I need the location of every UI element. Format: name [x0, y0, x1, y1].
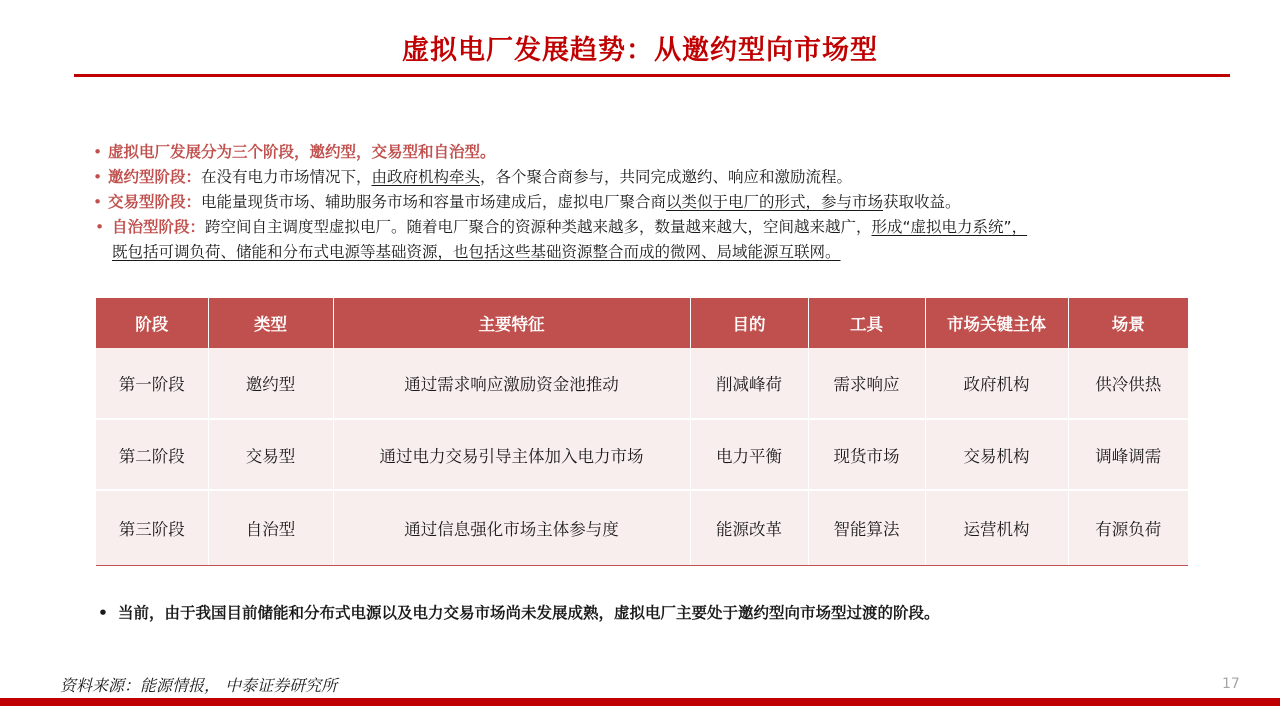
trading-stage-label: 交易型阶段：	[108, 193, 202, 211]
table-row	[96, 419, 1188, 490]
header-scenario: 场景	[1068, 298, 1188, 348]
table-cell: 供冷供热	[1068, 348, 1188, 419]
title-divider	[74, 74, 1230, 77]
table-cell: 需求响应	[808, 348, 925, 419]
header-features: 主要特征	[333, 298, 690, 348]
bullet-dot-icon: •	[93, 143, 103, 161]
table-cell: 政府机构	[925, 348, 1068, 419]
table-cell: 现货市场	[808, 419, 925, 490]
table-cell: 第一阶段	[96, 348, 208, 419]
bullet-dot-icon: •	[95, 218, 105, 236]
autonomous-stage-underlined: 形成“虚拟电力系统”，	[871, 218, 1028, 236]
bullet-dot-icon: •	[93, 193, 103, 211]
table-cell: 通过电力交易引导主体加入电力市场	[333, 419, 690, 490]
invitation-stage-label: 邀约型阶段：	[108, 168, 202, 186]
source-citation: 资料来源：能源情报， 中泰证券研究所	[60, 676, 338, 695]
invitation-stage-underlined: 由政府机构牵头	[371, 168, 481, 186]
slide-title: 虚拟电厂发展趋势：从邀约型向市场型	[402, 35, 878, 66]
table-cell: 电力平衡	[690, 419, 808, 490]
table-cell: 智能算法	[808, 490, 925, 565]
bullet-invitation-stage	[88, 165, 1218, 190]
invitation-stage-text-2: ，各个聚合商参与，共同完成邀约、响应和激励流程。	[480, 168, 853, 186]
stage-comparison-table	[96, 298, 1188, 566]
header-purpose: 目的	[690, 298, 808, 348]
header-type: 类型	[208, 298, 333, 348]
table-cell: 通过需求响应激励资金池推动	[333, 348, 690, 419]
table-cell: 有源负荷	[1068, 490, 1188, 565]
table-cell: 第三阶段	[96, 490, 208, 565]
autonomous-stage-text-1: 跨空间自主调度型虚拟电厂。随着电厂聚合的资源种类越来越多，数量越来越大，空间越来越广，	[205, 218, 872, 236]
table-row	[96, 490, 1188, 565]
trading-stage-text-1: 电能量现货市场、辅助服务市场和容量市场建成后，虚拟电厂聚合商	[201, 193, 667, 211]
conclusion-text: 当前，由于我国目前储能和分布式电源以及电力交易市场尚未发展成熟，虚拟电厂主要处于邀约型向市场型过渡的阶段。	[118, 604, 940, 622]
table-cell: 通过信息强化市场主体参与度	[333, 490, 690, 565]
table-row	[96, 348, 1188, 419]
autonomous-stage-continuation	[88, 240, 1218, 264]
header-market-subject: 市场关键主体	[925, 298, 1068, 348]
bullet-dot-icon: •	[93, 168, 103, 186]
table-header-row	[96, 298, 1188, 348]
autonomous-stage-line-2: 既包括可调负荷、储能和分布式电源等基础资源，也包括这些基础资源整合而成的微网、局域能源互联网。	[112, 243, 841, 261]
bullet-autonomous-stage	[88, 215, 1218, 240]
table-cell: 调峰调需	[1068, 419, 1188, 490]
bullet-dot-icon: •	[98, 604, 108, 622]
bullet-overview	[88, 140, 1218, 165]
table-cell: 交易机构	[925, 419, 1068, 490]
table-cell: 削减峰荷	[690, 348, 808, 419]
conclusion-note	[98, 601, 940, 623]
page-number: 17	[1222, 676, 1240, 692]
footer-bar	[0, 698, 1280, 706]
header-tool: 工具	[808, 298, 925, 348]
autonomous-stage-label: 自治型阶段：	[112, 218, 206, 236]
trading-stage-underlined: 以类似于电厂的形式，参与市场	[666, 193, 884, 211]
trading-stage-text-2: 获取收益。	[883, 193, 961, 211]
table-cell: 邀约型	[208, 348, 333, 419]
table-cell: 交易型	[208, 419, 333, 490]
table-cell: 第二阶段	[96, 419, 208, 490]
bullet-trading-stage	[88, 190, 1218, 215]
header-stage: 阶段	[96, 298, 208, 348]
table-cell: 运营机构	[925, 490, 1068, 565]
overview-text: 虚拟电厂发展分为三个阶段，邀约型，交易型和自治型。	[108, 143, 496, 161]
table-cell: 能源改革	[690, 490, 808, 565]
invitation-stage-text-1: 在没有电力市场情况下，	[201, 168, 372, 186]
table-cell: 自治型	[208, 490, 333, 565]
bullet-list	[88, 140, 1218, 264]
